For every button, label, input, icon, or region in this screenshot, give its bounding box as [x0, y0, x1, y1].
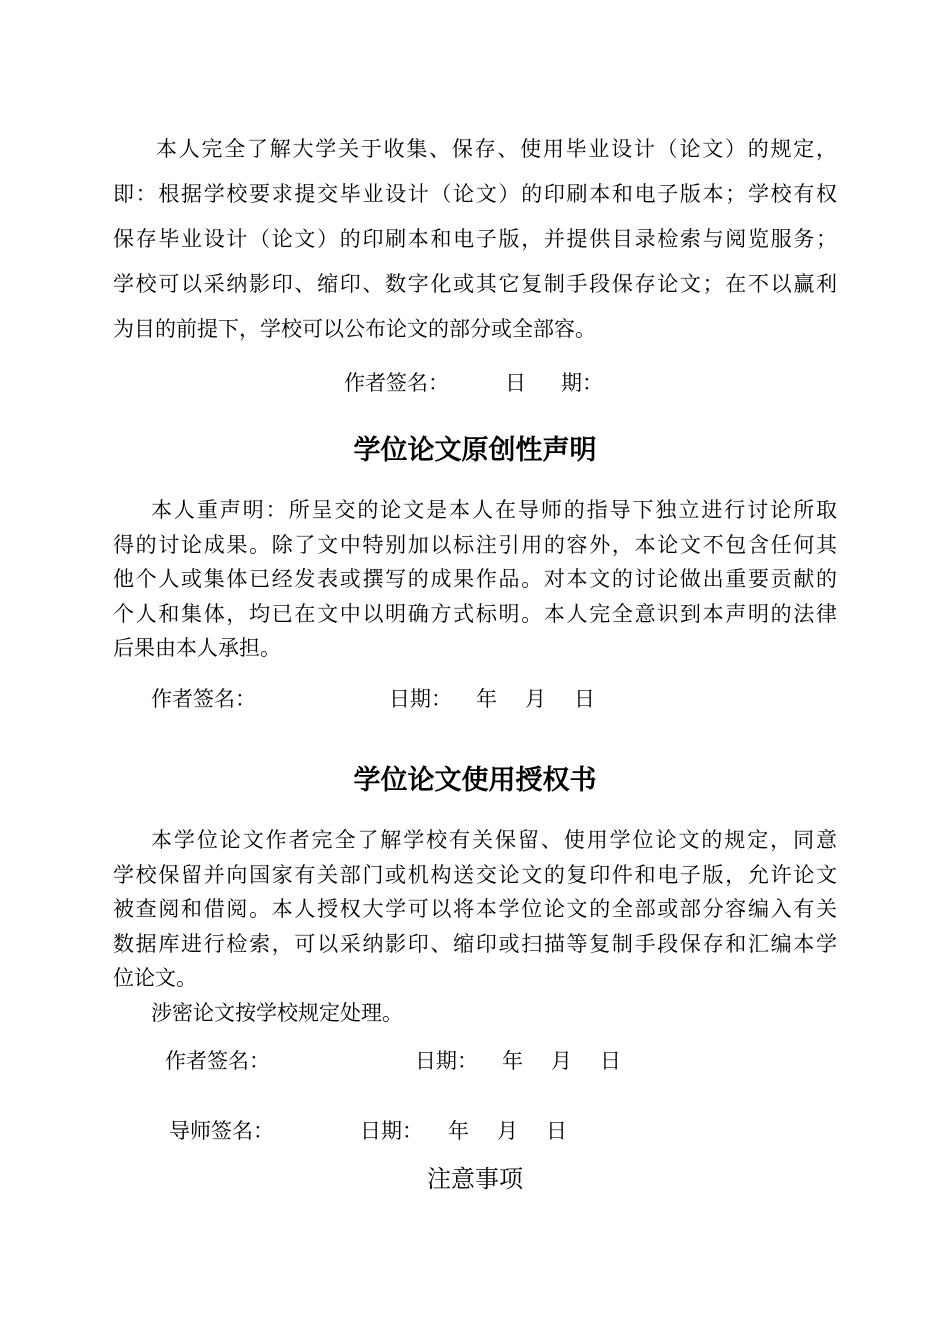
originality-line: 本人重声明：所呈交的论文是本人在导师的指导下独立进行讨论所取: [151, 498, 837, 522]
declaration-line: 保存毕业设计（论文）的印刷本和电子版，并提供目录检索与阅览服务；: [113, 227, 837, 251]
authorization-author-signature-label: 作者签名：: [165, 1049, 270, 1073]
originality-line: 得的讨论成果。除了文中特别加以标注引用的容外，本论文不包含任何其: [113, 532, 837, 557]
supervisor-signature-label: 导师签名：: [169, 1119, 274, 1143]
originality-date-day: 日: [574, 687, 595, 711]
originality-line: 个人和集体，均已在文中以明确方式标明。本人完全意识到本声明的法律: [113, 601, 837, 626]
supervisor-date-day: 日: [546, 1119, 567, 1143]
authorization-author-date-label: 日期：: [415, 1049, 478, 1073]
authorization-author-date-day: 日: [600, 1049, 621, 1073]
supervisor-date-month: 月: [497, 1119, 518, 1143]
originality-line: 后果由本人承担。: [113, 636, 281, 660]
originality-author-signature-label: 作者签名：: [151, 687, 256, 711]
notes-title: 注意事项: [427, 1165, 523, 1193]
declaration-date-period-label: 期：: [561, 371, 603, 395]
originality-line: 他个人或集体已经发表或撰写的成果作品。对本文的讨论做出重要贡献的: [113, 567, 837, 591]
authorization-author-date-year: 年: [502, 1049, 523, 1073]
authorization-paragraph: [113, 823, 837, 1030]
originality-title: 学位论文原创性声明: [353, 435, 597, 466]
authorization-line: 数据库进行检索，可以采纳影印、缩印或扫描等复制手段保存和汇编本学: [113, 931, 837, 956]
originality-paragraph: [113, 493, 837, 666]
authorization-title: 学位论文使用授权书: [353, 765, 597, 796]
authorization-line: 位论文。: [113, 966, 197, 990]
declaration-line: 为目的前提下，学校可以公布论文的部分或全部容。: [113, 317, 596, 341]
supervisor-date-label: 日期：: [360, 1119, 423, 1143]
declaration-author-signature-label: 作者签名：: [344, 371, 449, 395]
supervisor-date-year: 年: [448, 1119, 469, 1143]
declaration-line: 本人完全了解大学关于收集、保存、使用毕业设计（论文）的规定，: [156, 137, 837, 161]
classified-thesis-note: 涉密论文按学校规定处理。: [151, 1000, 403, 1025]
authorization-line: 本学位论文作者完全了解学校有关保留、使用学位论文的规定，同意: [151, 828, 837, 852]
declaration-line: 学校可以采纳影印、缩印、数字化或其它复制手段保存论文；在不以赢利: [113, 272, 837, 296]
originality-date-label: 日期：: [389, 687, 452, 711]
authorization-author-date-month: 月: [551, 1049, 572, 1073]
declaration-paragraph: [113, 127, 837, 352]
authorization-line: 学校保留并向国家有关部门或机构送交论文的复印件和电子版，允许论文: [113, 862, 837, 887]
declaration-date-day-label: 日: [505, 371, 526, 395]
declaration-line: 即：根据学校要求提交毕业设计（论文）的印刷本和电子版本；学校有权: [113, 182, 837, 206]
authorization-line: 被查阅和借阅。本人授权大学可以将本学位论文的全部或部分容编入有关: [113, 897, 837, 921]
originality-date-month: 月: [525, 687, 546, 711]
originality-date-year: 年: [476, 687, 497, 711]
